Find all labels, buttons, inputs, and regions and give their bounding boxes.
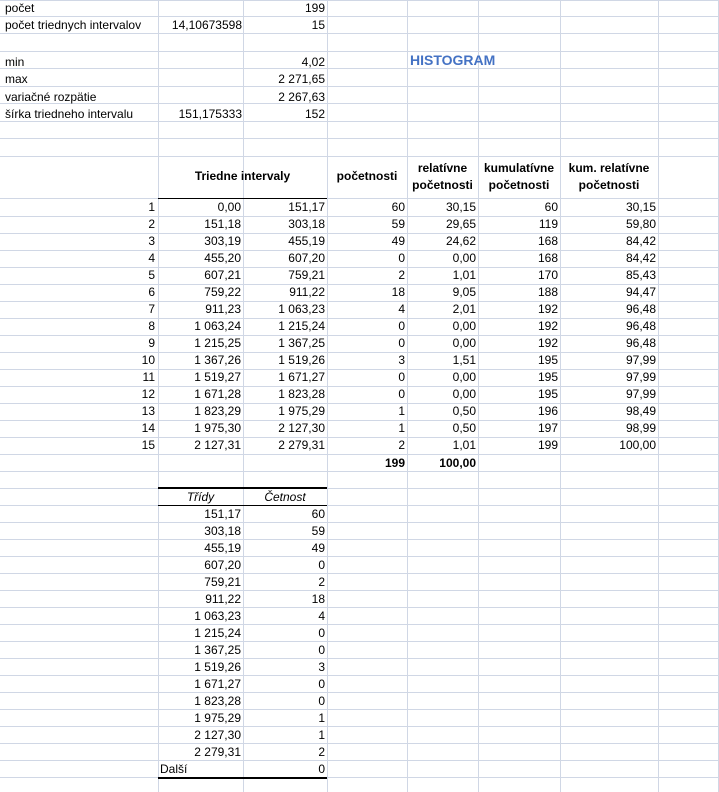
interval-to[interactable]: 1 367,25 bbox=[278, 336, 325, 350]
bin-frequency[interactable]: 49 bbox=[311, 541, 325, 555]
interval-to[interactable]: 2 127,30 bbox=[278, 421, 325, 435]
row-number[interactable]: 1 bbox=[148, 200, 155, 214]
bin-value[interactable]: 2 279,31 bbox=[194, 745, 241, 759]
stat-label-pocet[interactable]: počet bbox=[5, 1, 35, 15]
cumrel-value[interactable]: 97,99 bbox=[625, 353, 656, 367]
bin-frequency[interactable]: 59 bbox=[311, 524, 325, 538]
total-rel[interactable]: 100,00 bbox=[439, 456, 476, 470]
interval-to[interactable]: 759,21 bbox=[288, 268, 325, 282]
cumrel-value[interactable]: 84,42 bbox=[625, 234, 656, 248]
interval-from[interactable]: 0,00 bbox=[217, 200, 241, 214]
stat-label-intervals[interactable]: počet triednych intervalov bbox=[5, 18, 142, 32]
bin-frequency[interactable]: 0 bbox=[318, 677, 325, 691]
histogram-title[interactable]: HISTOGRAM bbox=[410, 52, 496, 68]
stat-label-max[interactable]: max bbox=[5, 72, 28, 86]
cum-value[interactable]: 168 bbox=[537, 251, 558, 265]
cum-value[interactable]: 119 bbox=[538, 217, 558, 231]
grid-row-line bbox=[0, 726, 719, 727]
cumrel-value[interactable]: 94,47 bbox=[625, 285, 656, 299]
row-number[interactable]: 10 bbox=[141, 353, 155, 367]
header-cumrel-line1[interactable]: kum. relatívne bbox=[568, 161, 650, 175]
header-intervals[interactable]: Triedne intervaly bbox=[194, 169, 291, 183]
count-value[interactable]: 0 bbox=[398, 336, 405, 350]
cumrel-value[interactable]: 96,48 bbox=[625, 302, 656, 316]
grid-row-line bbox=[0, 505, 719, 506]
cumrel-value[interactable]: 96,48 bbox=[625, 336, 656, 350]
bin-value[interactable]: 1 519,26 bbox=[194, 660, 241, 674]
cumrel-value[interactable]: 100,00 bbox=[619, 438, 656, 452]
stat-computed-width[interactable]: 151,175333 bbox=[178, 107, 242, 121]
count-value[interactable]: 0 bbox=[398, 251, 405, 265]
interval-to[interactable]: 607,20 bbox=[288, 251, 325, 265]
interval-to[interactable]: 1 671,27 bbox=[278, 370, 325, 384]
rel-value[interactable]: 0,00 bbox=[452, 251, 476, 265]
interval-from[interactable]: 1 823,29 bbox=[194, 404, 241, 418]
interval-to[interactable]: 151,17 bbox=[288, 200, 325, 214]
row-number[interactable]: 3 bbox=[148, 234, 155, 248]
grid-row-line bbox=[0, 675, 719, 676]
bin-value[interactable]: 607,20 bbox=[204, 558, 241, 572]
interval-from[interactable]: 1 063,24 bbox=[194, 319, 241, 333]
rel-value[interactable]: 29,65 bbox=[445, 217, 476, 231]
bin-frequency[interactable]: 0 bbox=[318, 762, 325, 776]
cumrel-value[interactable]: 59,80 bbox=[625, 217, 656, 231]
row-number[interactable]: 11 bbox=[142, 370, 155, 384]
grid-row-line bbox=[0, 709, 719, 710]
row-number[interactable]: 12 bbox=[141, 387, 155, 401]
bin-value[interactable]: 303,18 bbox=[204, 524, 241, 538]
rel-value[interactable]: 2,01 bbox=[452, 302, 476, 316]
interval-to[interactable]: 303,18 bbox=[288, 217, 325, 231]
header-rel-line2[interactable]: početnosti bbox=[412, 178, 473, 192]
count-value[interactable]: 0 bbox=[398, 319, 405, 333]
rel-value[interactable]: 9,05 bbox=[452, 285, 476, 299]
count-value[interactable]: 59 bbox=[391, 217, 405, 231]
row-number[interactable]: 8 bbox=[148, 319, 155, 333]
cum-value[interactable]: 196 bbox=[537, 404, 558, 418]
bin-frequency[interactable]: 0 bbox=[318, 643, 325, 657]
row-number[interactable]: 13 bbox=[141, 404, 155, 418]
bin-table-bottom-border bbox=[158, 777, 327, 779]
bin-frequency[interactable]: 60 bbox=[311, 507, 325, 521]
cum-value[interactable]: 197 bbox=[537, 421, 558, 435]
bin-frequency[interactable]: 1 bbox=[318, 728, 325, 742]
grid-row-line bbox=[0, 488, 719, 489]
count-value[interactable]: 0 bbox=[398, 387, 405, 401]
bin-header-cetnost[interactable]: Četnost bbox=[264, 490, 306, 504]
cumrel-value[interactable]: 85,43 bbox=[625, 268, 656, 282]
bin-frequency[interactable]: 1 bbox=[318, 711, 325, 725]
rel-value[interactable]: 1,51 bbox=[452, 353, 476, 367]
bin-value[interactable]: 1 671,27 bbox=[194, 677, 241, 691]
bin-frequency[interactable]: 2 bbox=[318, 745, 325, 759]
interval-from[interactable]: 303,19 bbox=[204, 234, 241, 248]
interval-from[interactable]: 1 975,30 bbox=[194, 421, 241, 435]
count-value[interactable]: 2 bbox=[398, 268, 405, 282]
bin-frequency[interactable]: 3 bbox=[318, 660, 325, 674]
grid-row-line bbox=[0, 138, 719, 139]
grid-column-line bbox=[658, 0, 659, 792]
interval-from[interactable]: 1 215,25 bbox=[194, 336, 241, 350]
interval-to[interactable]: 1 215,24 bbox=[278, 319, 325, 333]
grid-row-line bbox=[0, 51, 719, 52]
bin-value[interactable]: Další bbox=[160, 762, 188, 776]
cum-value[interactable]: 188 bbox=[537, 285, 558, 299]
rel-value[interactable]: 24,62 bbox=[445, 234, 476, 248]
cum-value[interactable]: 170 bbox=[537, 268, 558, 282]
count-value[interactable]: 0 bbox=[398, 370, 405, 384]
stat-value-max[interactable]: 2 271,65 bbox=[278, 72, 325, 86]
rel-value[interactable]: 0,50 bbox=[452, 404, 476, 418]
interval-from[interactable]: 151,18 bbox=[204, 217, 241, 231]
cumrel-value[interactable]: 97,99 bbox=[625, 370, 656, 384]
grid-row-line bbox=[0, 522, 719, 523]
interval-from[interactable]: 455,20 bbox=[204, 251, 241, 265]
cumrel-value[interactable]: 96,48 bbox=[625, 319, 656, 333]
bin-value[interactable]: 759,21 bbox=[204, 575, 241, 589]
bin-frequency[interactable]: 2 bbox=[318, 575, 325, 589]
grid-row-line bbox=[0, 760, 719, 761]
bin-frequency[interactable]: 0 bbox=[318, 558, 325, 572]
bin-frequency[interactable]: 18 bbox=[311, 592, 325, 606]
grid-row-line bbox=[0, 658, 719, 659]
row-number[interactable]: 6 bbox=[148, 285, 155, 299]
interval-from[interactable]: 607,21 bbox=[204, 268, 241, 282]
interval-to[interactable]: 1 975,29 bbox=[278, 404, 325, 418]
bin-frequency[interactable]: 0 bbox=[318, 694, 325, 708]
bin-value[interactable]: 455,19 bbox=[204, 541, 241, 555]
stat-value-range[interactable]: 2 267,63 bbox=[278, 90, 325, 104]
stat-label-range[interactable]: variačné rozpätie bbox=[5, 90, 97, 104]
header-cum-line2[interactable]: početnosti bbox=[488, 178, 550, 192]
count-value[interactable]: 60 bbox=[391, 200, 405, 214]
stat-label-width[interactable]: šírka triedneho intervalu bbox=[5, 107, 134, 121]
cumrel-value[interactable]: 98,49 bbox=[625, 404, 656, 418]
interval-to[interactable]: 455,19 bbox=[288, 234, 325, 248]
interval-to[interactable]: 1 519,26 bbox=[278, 353, 325, 367]
cumrel-value[interactable]: 84,42 bbox=[625, 251, 656, 265]
header-cum-line1[interactable]: kumulatívne bbox=[483, 161, 555, 175]
interval-to[interactable]: 2 279,31 bbox=[278, 438, 325, 452]
row-number[interactable]: 15 bbox=[141, 438, 155, 452]
row-number[interactable]: 9 bbox=[148, 336, 155, 350]
bin-header-trieda[interactable]: Třídy bbox=[186, 490, 215, 504]
interval-from[interactable]: 2 127,31 bbox=[194, 438, 241, 452]
interval-to[interactable]: 911,22 bbox=[289, 285, 325, 299]
cum-value[interactable]: 168 bbox=[537, 234, 558, 248]
rel-value[interactable]: 0,50 bbox=[452, 421, 476, 435]
cum-value[interactable]: 195 bbox=[537, 370, 558, 384]
rel-value[interactable]: 30,15 bbox=[445, 200, 476, 214]
bin-frequency[interactable]: 4 bbox=[318, 609, 325, 623]
cum-value[interactable]: 195 bbox=[537, 353, 558, 367]
interval-from[interactable]: 1 367,26 bbox=[194, 353, 241, 367]
row-number[interactable]: 4 bbox=[148, 251, 155, 265]
count-value[interactable]: 1 bbox=[398, 421, 405, 435]
row-number[interactable]: 5 bbox=[148, 268, 155, 282]
interval-to[interactable]: 1 823,28 bbox=[278, 387, 325, 401]
rel-value[interactable]: 1,01 bbox=[452, 438, 476, 452]
header-count[interactable]: početnosti bbox=[336, 169, 398, 183]
bin-value[interactable]: 1 215,24 bbox=[194, 626, 241, 640]
total-count[interactable]: 199 bbox=[384, 456, 405, 470]
bin-value[interactable]: 1 975,29 bbox=[194, 711, 241, 725]
count-value[interactable]: 18 bbox=[391, 285, 405, 299]
count-value[interactable]: 4 bbox=[398, 302, 405, 316]
interval-from[interactable]: 759,22 bbox=[204, 285, 241, 299]
rel-value[interactable]: 0,00 bbox=[452, 319, 476, 333]
cum-value[interactable]: 60 bbox=[544, 200, 558, 214]
stat-value-intervals[interactable]: 15 bbox=[311, 18, 325, 32]
grid-row-line bbox=[0, 156, 719, 157]
header-rel-line1[interactable]: relatívne bbox=[417, 161, 468, 175]
grid-row-line bbox=[0, 539, 719, 540]
cum-value[interactable]: 192 bbox=[537, 336, 558, 350]
stat-computed-intervals[interactable]: 14,10673598 bbox=[171, 18, 242, 32]
bin-value[interactable]: 1 823,28 bbox=[194, 694, 241, 708]
cumrel-value[interactable]: 30,15 bbox=[625, 200, 656, 214]
row-number[interactable]: 2 bbox=[148, 217, 155, 231]
stat-label-min[interactable]: min bbox=[5, 55, 25, 69]
grid-row-line bbox=[0, 692, 719, 693]
stat-value-width[interactable]: 152 bbox=[304, 107, 325, 121]
grid-row-line bbox=[0, 641, 719, 642]
interval-from[interactable]: 1 519,27 bbox=[194, 370, 241, 384]
cum-value[interactable]: 192 bbox=[537, 302, 558, 316]
grid-row-line bbox=[0, 607, 719, 608]
bin-value[interactable]: 1 367,25 bbox=[194, 643, 241, 657]
bin-value[interactable]: 151,17 bbox=[204, 507, 241, 521]
row-number[interactable]: 14 bbox=[141, 421, 155, 435]
count-value[interactable]: 49 bbox=[391, 234, 405, 248]
cum-value[interactable]: 195 bbox=[537, 387, 558, 401]
bin-value[interactable]: 911,22 bbox=[205, 592, 241, 606]
rel-value[interactable]: 1,01 bbox=[452, 268, 476, 282]
grid-row-line bbox=[0, 556, 719, 557]
rel-value[interactable]: 0,00 bbox=[452, 387, 476, 401]
interval-from[interactable]: 911,23 bbox=[205, 302, 241, 316]
stat-value-pocet[interactable]: 199 bbox=[304, 1, 325, 15]
rel-value[interactable]: 0,00 bbox=[452, 370, 476, 384]
cumrel-value[interactable]: 98,99 bbox=[625, 421, 656, 435]
bin-frequency[interactable]: 0 bbox=[318, 626, 325, 640]
interval-from[interactable]: 1 671,28 bbox=[194, 387, 241, 401]
header-cumrel-line2[interactable]: početnosti bbox=[578, 178, 640, 192]
grid-row-line bbox=[0, 777, 719, 778]
rel-value[interactable]: 0,00 bbox=[452, 336, 476, 350]
grid-row-line bbox=[0, 573, 719, 574]
grid-row-line bbox=[0, 624, 719, 625]
cum-value[interactable]: 199 bbox=[537, 438, 558, 452]
count-value[interactable]: 2 bbox=[398, 438, 405, 452]
cumrel-value[interactable]: 97,99 bbox=[625, 387, 656, 401]
grid-row-line bbox=[0, 743, 719, 744]
stat-value-min[interactable]: 4,02 bbox=[301, 55, 325, 69]
bin-value[interactable]: 2 127,30 bbox=[194, 728, 241, 742]
count-value[interactable]: 3 bbox=[398, 353, 405, 367]
bin-value[interactable]: 1 063,23 bbox=[194, 609, 241, 623]
interval-to[interactable]: 1 063,23 bbox=[278, 302, 325, 316]
cum-value[interactable]: 192 bbox=[537, 319, 558, 333]
grid-row-line bbox=[0, 590, 719, 591]
count-value[interactable]: 1 bbox=[398, 404, 405, 418]
row-number[interactable]: 7 bbox=[148, 302, 155, 316]
